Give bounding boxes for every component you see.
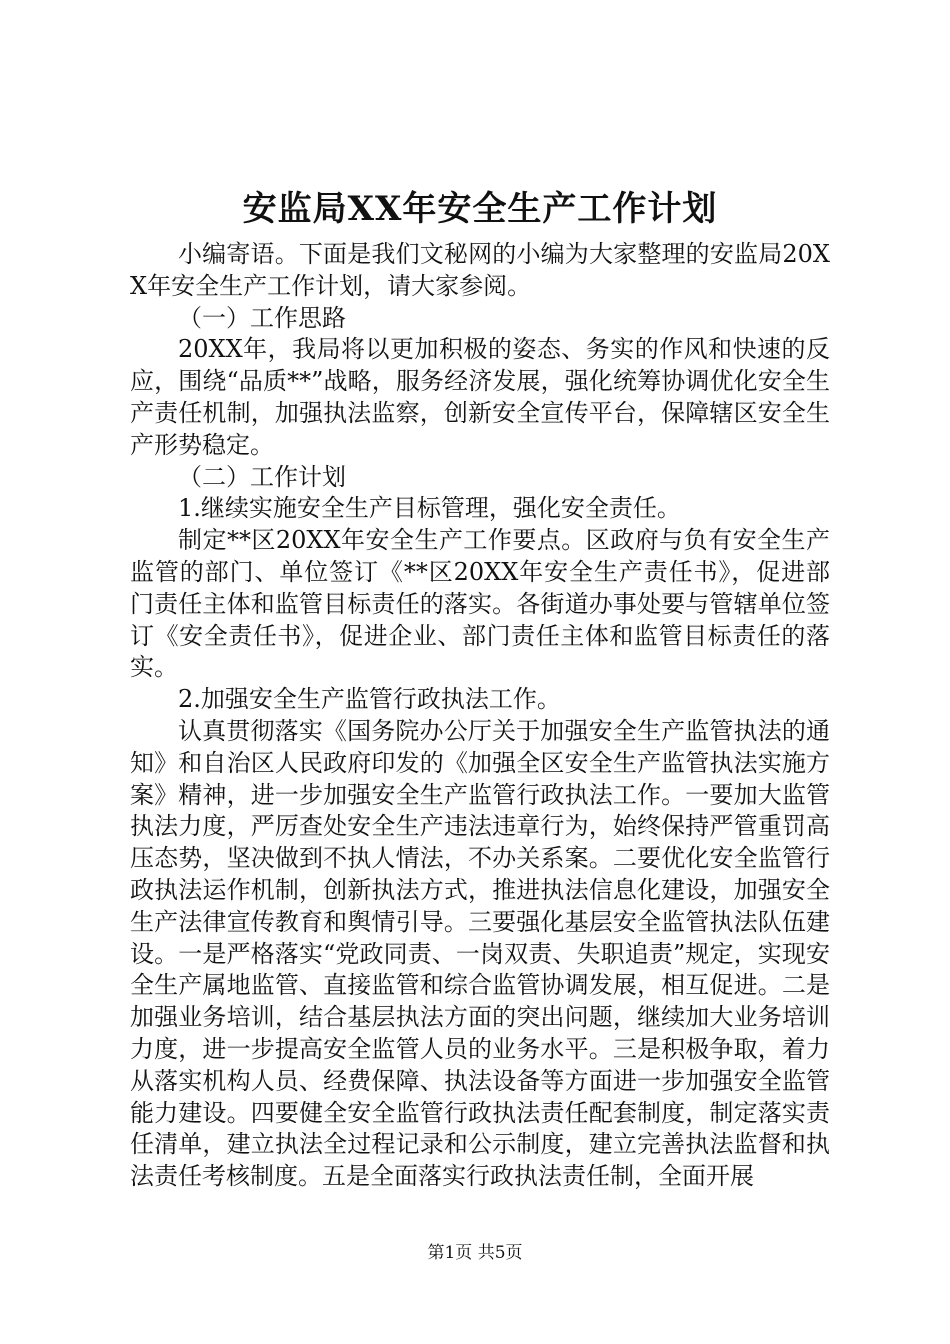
paragraph-item-1: 制定**区20XX年安全生产工作要点。区政府与负有安全生产监管的部门、单位签订《**区20XX年安全生产责任书》，促进部门责任主体和监管目标责任的落实。各街道办事处要与管辖单位签订《安全责任书》，促进企业、部门责任主体和监管目标责任的落实。 [130,526,830,682]
heading-work-plan: （二）工作计划 [178,462,346,491]
paragraph-intro: 小编寄语。下面是我们文秘网的小编为大家整理的安监局20XX年安全生产工作计划，请大家参阅。 [130,240,830,300]
heading-item-1: 1.继续实施安全生产目标管理，强化安全责任。 [178,494,681,523]
document-title: 安监局XX年安全生产工作计划 [242,189,718,229]
paragraph-work-approach: 20XX年，我局将以更加积极的姿态、务实的作风和快速的反应，围绕“品质**”战略，服务经济发展，强化统筹协调优化安全生产责任机制，加强执法监察，创新安全宣传平台，保障辖区安全生产形势稳定。 [130,335,830,459]
heading-item-2: 2.加强安全生产监管行政执法工作。 [178,685,561,714]
paragraph-item-2: 认真贯彻落实《国务院办公厅关于加强安全生产监管执法的通知》和自治区人民政府印发的《加强全区安全生产监管执法实施方案》精神，进一步加强安全生产监管行政执法工作。一要加大监管执法力度，严厉查处安全生产违法违章行为，始终保持严管重罚高压态势，坚决做到不执人情法，不办关系案。二要优化安全监管行政执法运作机制，创新执法方式，推进执法信息化建设，加强安全生产法律宣传教育和舆情引导。三要强化基层安全监管执法队伍建设。一是严格落实“党政同责、一岗双责、失职追责”规定，实现安全生产属地监管、直接监管和综合监管协调发展，相互促进。二是加强业务培训，结合基层执法方面的突出问题，继续加大业务培训力度，进一步提高安全监管人员的业务水平。三是积极争取，着力从落实机构人员、经费保障、执法设备等方面进一步加强安全监管能力建设。四要健全安全监管行政执法责任配套制度，制定落实责任清单，建立执法全过程记录和公示制度，建立完善执法监督和执法责任考核制度。五是全面落实行政执法责任制，全面开展 [130,716,830,1191]
heading-work-approach: （一）工作思路 [178,303,346,332]
document-page [130,185,830,1193]
page-footer: 第1页 共5页 [427,1243,523,1263]
